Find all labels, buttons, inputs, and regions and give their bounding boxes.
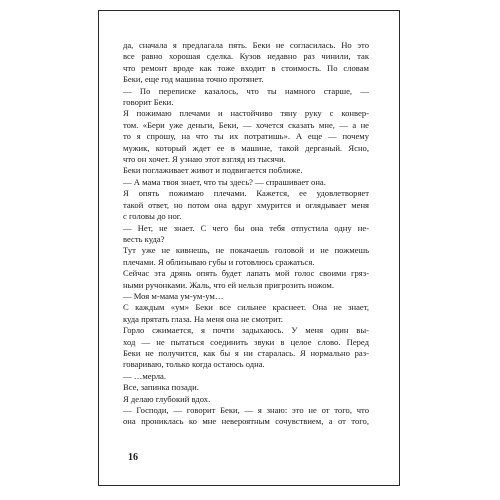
text-line: Горло сжимается, я почти задыхаюсь. У меня один вы- (123, 325, 369, 336)
text-line: плечами. Я облизываю губы и готовлюсь сражаться. (123, 256, 315, 267)
text-line: — Нет, не знает. С чего бы она тебя отпустила одну не- (123, 222, 369, 233)
text-line: — А мама твоя знает, что ты здесь? — спрашивает она. (123, 176, 326, 187)
text-line: мужик, который ждет ее в машине, такой дерганый. Ясно, (123, 142, 369, 153)
text-line: она прониклась ко мне невероятным сочувствием, а от того, (123, 416, 369, 427)
text-line: что ремонт вроде как тоже входит в стоимость. По словам (123, 62, 369, 73)
text-line: Сейчас эта дрянь опять будет лапать мой голос своими гряз- (123, 268, 369, 279)
text-line: что он хочет. Я узнаю этот взгляд из тысячи. (123, 154, 286, 165)
text-line: куда прятать глаза. На меня она не смотрит. (123, 313, 283, 324)
text-line: С каждым «ум» Беки все сильнее краснеет. Она не знает, (123, 302, 369, 313)
text-line: том. «Бери уже деньги, Беки, — хочется сказать мне, — а не (123, 119, 369, 130)
text-line: весть куда? (123, 233, 165, 244)
text-line: Я пожимаю плечами и настойчиво тяну руку с конвер- (123, 108, 369, 119)
text-line: да, сначала я предлагала пять. Беки не согласилась. Но это (123, 40, 369, 50)
body-text (123, 40, 369, 428)
text-line: все равно хорошая сделка. Кузов недавно раз чинили, так (123, 51, 369, 62)
text-line: ход — не пытаться соединить звуки в целое слово. Перед (123, 336, 369, 347)
text-line: Я опять пожимаю плечами. Кажется, ее удовлетворяет (123, 188, 369, 199)
text-line: Беки поглаживает живот и подвигается поближе. (123, 165, 303, 176)
text-line: ными ручонками. Жаль, что ей нельзя пригрозить ножом. (123, 279, 334, 290)
text-line: — По переписке казалось, что ты намного старше, — (123, 85, 369, 96)
text-line: говорит Беки. (123, 97, 174, 108)
text-line: Тут уже не кивнешь, не покачаешь головой и не пожмешь (123, 245, 369, 256)
text-line: говариваю, только когда остаюсь одна. (123, 359, 265, 370)
page-number: 16 (128, 452, 138, 463)
text-line: — …мерла. (123, 370, 167, 381)
text-line: с головы до ног. (123, 211, 182, 222)
text-line: такой ответ, но потом она вдруг хмурится и оглядывает меня (123, 199, 369, 210)
text-line: Беки, еще год машина точно протянет. (123, 74, 264, 85)
text-line: Я делаю глубокий вдох. (123, 393, 211, 404)
text-line: Все, запинка позади. (123, 382, 199, 393)
text-line: то я спрошу, на что ты их потратишь». А еще — почему (123, 131, 369, 142)
text-line: Беки не получится, как бы я ни старалась. Я нормально раз- (123, 347, 369, 358)
text-line: — Моя м-мама ум-ум-ум… (123, 290, 224, 301)
text-line: — Господи, — говорит Беки, — я знаю: это не от того, что (123, 405, 369, 415)
